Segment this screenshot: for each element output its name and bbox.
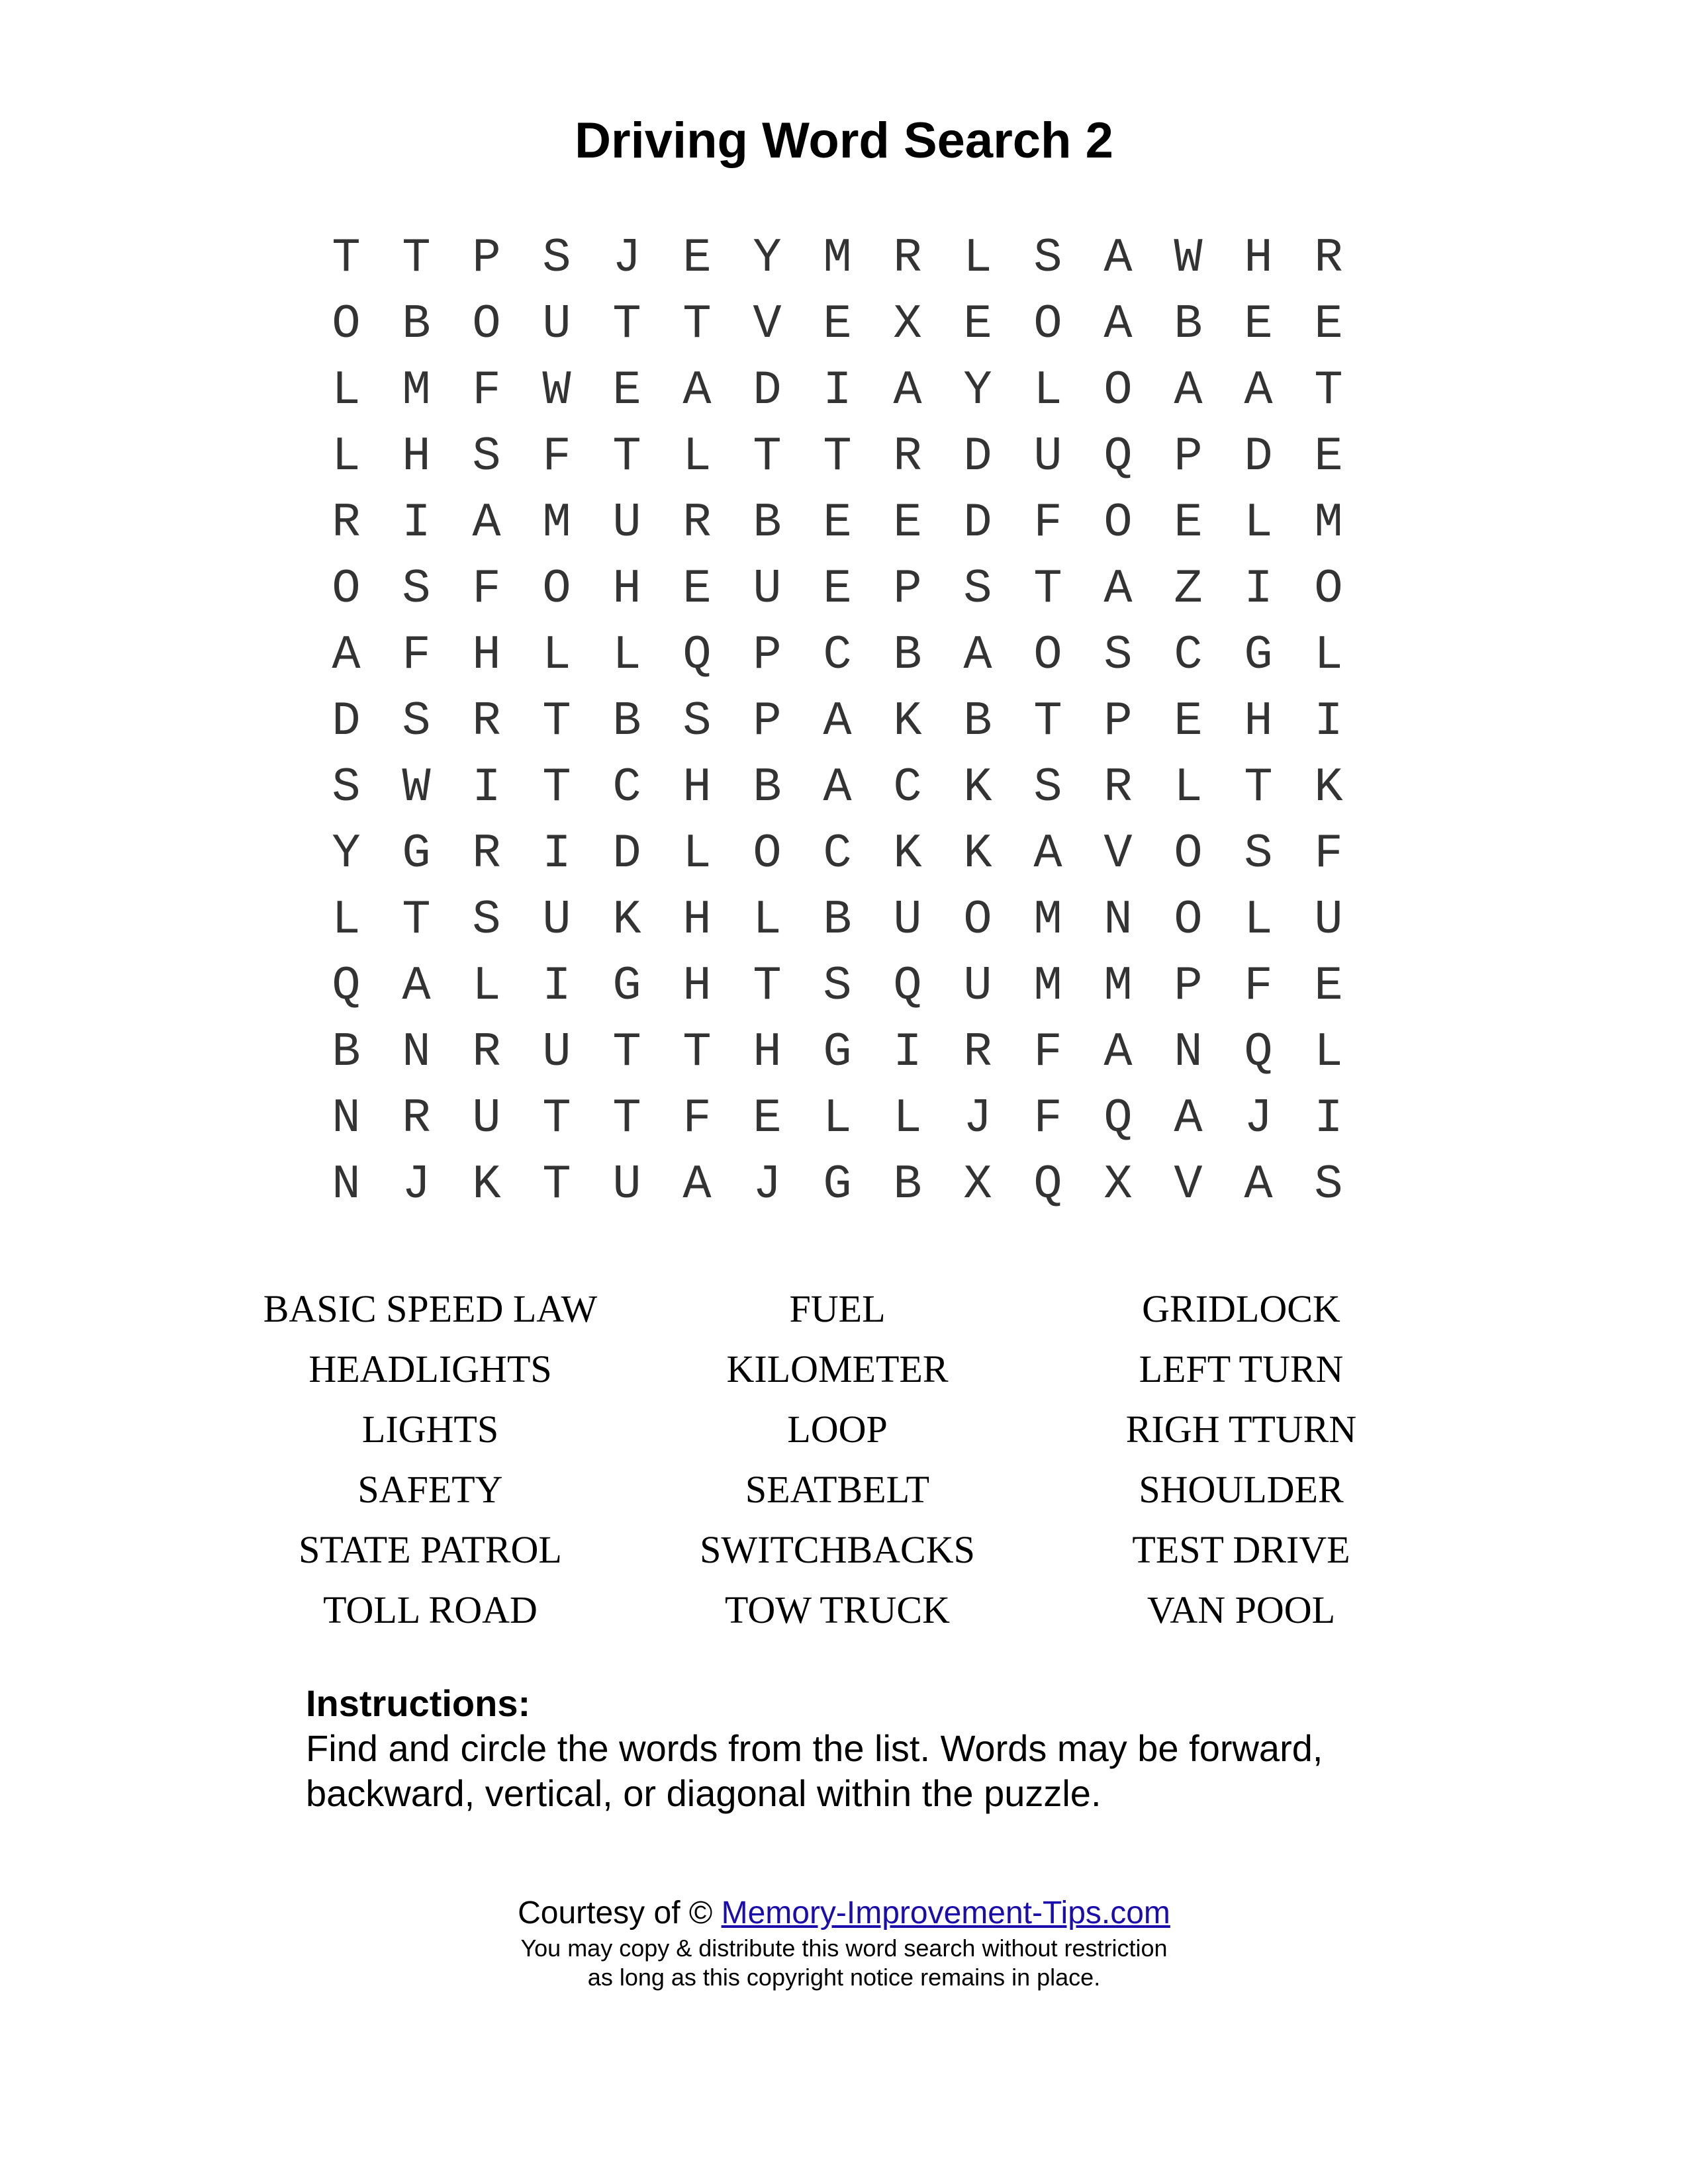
grid-letter: O [1314,562,1343,616]
grid-letter: T [612,1091,641,1146]
grid-letter: S [823,959,852,1013]
grid-letter: T [682,297,712,351]
grid-letter: L [612,628,641,682]
grid-letter: E [1244,297,1273,351]
grid-letter: C [1174,628,1203,682]
grid-letter: N [332,1091,361,1146]
grid-letter: K [963,760,992,815]
grid-letter: G [612,959,641,1013]
grid-letter: T [332,231,361,285]
grid-letter: F [1314,827,1343,881]
grid-letter: E [1314,297,1343,351]
grid-letter: S [1244,827,1273,881]
grid-letter: L [682,430,712,484]
grid-row [311,490,1364,556]
grid-letter: B [753,496,782,550]
grid-letter: A [472,496,501,550]
grid-letter: D [332,694,361,749]
grid-letter: L [472,959,501,1013]
grid-letter: J [963,1091,992,1146]
grid-letter: T [542,760,571,815]
grid-letter: T [753,430,782,484]
grid-letter: H [402,430,431,484]
word-list-item: HEADLIGHTS [308,1347,552,1390]
grid-letter: C [893,760,922,815]
grid-letter: H [753,1025,782,1079]
instructions-text: Find and circle the words from the list. Words may be forward, backward, vertical, or diagonal within the puzzle. [306,1727,1323,1814]
grid-letter: S [682,694,712,749]
grid-letter: H [1244,231,1273,285]
grid-letter: T [542,694,571,749]
grid-letter: V [1103,827,1133,881]
grid-letter: A [682,1158,712,1212]
word-list-item: SWITCHBACKS [700,1528,975,1571]
grid-letter: I [542,959,571,1013]
grid-letter: T [402,231,431,285]
grid-letter: U [542,297,571,351]
grid-row [311,1152,1364,1218]
word-list-item: SAFETY [357,1468,503,1511]
grid-letter: R [402,1091,431,1146]
word-list-item: GRIDLOCK [1142,1287,1340,1330]
grid-letter: A [1103,1025,1133,1079]
grid-letter: R [1314,231,1343,285]
grid-letter: C [823,628,852,682]
grid-letter: X [893,297,922,351]
grid-row [311,754,1364,821]
grid-letter: M [1033,959,1062,1013]
grid-letter: K [893,827,922,881]
grid-letter: B [402,297,431,351]
grid-row [311,291,1364,357]
grid-letter: A [893,363,922,418]
grid-letter: D [963,496,992,550]
grid-letter: Q [1244,1025,1273,1079]
grid-letter: L [1033,363,1062,418]
grid-letter: Q [1033,1158,1062,1212]
grid-letter: E [612,363,641,418]
grid-letter: B [1174,297,1203,351]
grid-letter: T [1033,694,1062,749]
grid-letter: E [1314,959,1343,1013]
grid-letter: A [1103,231,1133,285]
grid-letter: D [753,363,782,418]
grid-letter: I [893,1025,922,1079]
grid-letter: U [1314,893,1343,947]
grid-letter: M [1103,959,1133,1013]
grid-row [311,887,1364,953]
grid-letter: K [963,827,992,881]
grid-row [311,821,1364,887]
word-list-item: VAN POOL [1147,1588,1336,1631]
grid-letter: A [823,694,852,749]
grid-row [311,622,1364,688]
grid-letter: A [1103,297,1133,351]
grid-letter: A [1103,562,1133,616]
grid-letter: S [332,760,361,815]
grid-letter: Q [332,959,361,1013]
grid-letter: T [1314,363,1343,418]
grid-letter: W [1174,231,1203,285]
grid-letter: E [682,231,712,285]
grid-letter: F [1033,1025,1062,1079]
grid-letter: L [542,628,571,682]
grid-letter: O [1103,496,1133,550]
grid-letter: U [612,496,641,550]
grid-letter: R [1103,760,1133,815]
grid-letter: J [612,231,641,285]
grid-letter: R [472,1025,501,1079]
grid-letter: N [1103,893,1133,947]
grid-letter: I [402,496,431,550]
instructions-block [306,1681,1431,1816]
grid-letter: R [963,1025,992,1079]
grid-letter: F [542,430,571,484]
grid-letter: B [823,893,852,947]
grid-letter: I [472,760,501,815]
grid-letter: R [682,496,712,550]
grid-letter: Q [1103,430,1133,484]
grid-letter: T [612,1025,641,1079]
grid-letter: D [1244,430,1273,484]
grid-letter: A [963,628,992,682]
grid-row [311,357,1364,424]
grid-letter: O [332,562,361,616]
grid-letter: O [1033,628,1062,682]
grid-letter: S [402,562,431,616]
grid-letter: H [682,959,712,1013]
grid-letter: G [823,1025,852,1079]
grid-letter: J [1244,1091,1273,1146]
grid-letter: Q [893,959,922,1013]
grid-letter: L [1174,760,1203,815]
grid-letter: T [823,430,852,484]
grid-letter: U [753,562,782,616]
grid-letter: U [1033,430,1062,484]
copyright-line-2: as long as this copyright notice remains in place. [587,1964,1101,1991]
grid-letter: L [332,430,361,484]
grid-letter: M [402,363,431,418]
grid-letter: L [823,1091,852,1146]
grid-letter: E [753,1091,782,1146]
grid-letter: I [1314,1091,1343,1146]
grid-letter: A [823,760,852,815]
grid-letter: A [402,959,431,1013]
grid-letter: E [1314,430,1343,484]
grid-letter: A [1033,827,1062,881]
grid-letter: U [542,893,571,947]
grid-letter: O [542,562,571,616]
grid-letter: M [1314,496,1343,550]
grid-letter: K [1314,760,1343,815]
grid-letter: W [402,760,431,815]
grid-letter: N [1174,1025,1203,1079]
grid-letter: Q [682,628,712,682]
grid-letter: L [893,1091,922,1146]
grid-letter: S [402,694,431,749]
grid-letter: X [1103,1158,1133,1212]
grid-letter: V [753,297,782,351]
grid-letter: R [332,496,361,550]
grid-letter: L [332,363,361,418]
grid-letter: U [612,1158,641,1212]
grid-letter: M [823,231,852,285]
grid-row [311,688,1364,754]
grid-letter: G [823,1158,852,1212]
grid-letter: B [893,628,922,682]
grid-letter: L [1244,496,1273,550]
instructions-heading: Instructions: [306,1682,531,1724]
grid-letter: A [332,628,361,682]
grid-letter: F [472,363,501,418]
grid-row [311,225,1364,291]
grid-letter: E [893,496,922,550]
word-list-item: LEFT TURN [1139,1347,1344,1390]
grid-letter: P [1103,694,1133,749]
grid-letter: L [1314,628,1343,682]
grid-letter: T [682,1025,712,1079]
grid-letter: F [1033,496,1062,550]
grid-letter: E [823,496,852,550]
grid-letter: R [893,430,922,484]
grid-letter: N [402,1025,431,1079]
grid-letter: H [682,893,712,947]
grid-letter: E [1174,496,1203,550]
grid-letter: O [1174,893,1203,947]
grid-letter: G [1244,628,1273,682]
grid-letter: B [893,1158,922,1212]
grid-letter: O [1174,827,1203,881]
grid-letter: F [402,628,431,682]
grid-letter: C [612,760,641,815]
grid-letter: P [753,628,782,682]
grid-letter: L [332,893,361,947]
grid-letter: I [1244,562,1273,616]
grid-letter: I [1314,694,1343,749]
grid-letter: L [1244,893,1273,947]
word-list-item: RIGH TTURN [1125,1408,1357,1451]
grid-letter: P [893,562,922,616]
grid-row [311,1019,1364,1085]
grid-letter: B [332,1025,361,1079]
word-list-item: STATE PATROL [299,1528,562,1571]
grid-letter: L [963,231,992,285]
grid-letter: H [682,760,712,815]
word-list-item: TOLL ROAD [323,1588,538,1631]
word-list-item: SEATBELT [745,1468,930,1511]
grid-letter: A [1174,1091,1203,1146]
grid-letter: S [472,430,501,484]
grid-letter: E [682,562,712,616]
grid-letter: A [682,363,712,418]
grid-letter: H [1244,694,1273,749]
grid-letter: I [823,363,852,418]
courtesy-line [0,1893,1688,1934]
grid-letter: Y [753,231,782,285]
grid-letter: O [1033,297,1062,351]
grid-letter: R [893,231,922,285]
grid-letter: U [893,893,922,947]
grid-letter: Q [1103,1091,1133,1146]
courtesy-link[interactable]: Memory-Improvement-Tips.com [721,1895,1170,1931]
grid-letter: E [823,297,852,351]
grid-letter: O [753,827,782,881]
grid-letter: K [472,1158,501,1212]
grid-letter: R [472,827,501,881]
grid-letter: K [893,694,922,749]
grid-letter: O [963,893,992,947]
grid-letter: O [472,297,501,351]
word-list-item: KILOMETER [726,1347,949,1390]
grid-letter: G [402,827,431,881]
grid-row [311,1085,1364,1152]
grid-letter: P [1174,959,1203,1013]
grid-letter: S [472,893,501,947]
word-list-item: FUEL [789,1287,886,1330]
grid-letter: S [542,231,571,285]
grid-letter: I [542,827,571,881]
grid-letter: O [332,297,361,351]
page-title: Driving Word Search 2 [575,113,1113,169]
word-list-item: LIGHTS [361,1408,499,1451]
grid-letter: V [1174,1158,1203,1212]
grid-letter: E [963,297,992,351]
grid-letter: L [1314,1025,1343,1079]
grid-letter: C [823,827,852,881]
copyright-line-1: You may copy & distribute this word search without restriction [520,1934,1168,1962]
grid-letter: F [472,562,501,616]
grid-letter: B [963,694,992,749]
grid-letter: W [542,363,571,418]
grid-letter: T [402,893,431,947]
grid-letter: J [753,1158,782,1212]
grid-letter: B [753,760,782,815]
grid-row [311,953,1364,1019]
grid-letter: M [1033,893,1062,947]
grid-letter: T [542,1091,571,1146]
grid-letter: Z [1174,562,1203,616]
grid-letter: X [963,1158,992,1212]
grid-letter: T [753,959,782,1013]
grid-letter: O [1103,363,1133,418]
grid-letter: Y [963,363,992,418]
grid-letter: P [753,694,782,749]
grid-letter: E [1174,694,1203,749]
word-search-grid [311,225,1370,1218]
grid-letter: D [963,430,992,484]
grid-letter: T [1033,562,1062,616]
word-list-item: SHOULDER [1139,1468,1344,1511]
grid-letter: S [1033,231,1062,285]
grid-letter: P [1174,430,1203,484]
grid-letter: S [1314,1158,1343,1212]
grid-letter: S [1033,760,1062,815]
grid-letter: J [402,1158,431,1212]
grid-letter: B [612,694,641,749]
grid-row [311,424,1364,490]
grid-letter: D [612,827,641,881]
word-list-item: TEST DRIVE [1132,1528,1350,1571]
grid-letter: T [1244,760,1273,815]
grid-letter: U [472,1091,501,1146]
grid-letter: M [542,496,571,550]
grid-letter: S [1103,628,1133,682]
grid-letter: U [963,959,992,1013]
grid-letter: A [1244,1158,1273,1212]
grid-letter: H [472,628,501,682]
courtesy-notice [0,1893,1688,1992]
word-list-item: BASIC SPEED LAW [263,1287,598,1330]
grid-letter: Y [332,827,361,881]
word-list-item: TOW TRUCK [725,1588,950,1631]
grid-letter: H [612,562,641,616]
grid-letter: T [612,297,641,351]
grid-letter: U [542,1025,571,1079]
grid-letter: P [472,231,501,285]
word-list [0,1283,1688,1653]
grid-letter: L [753,893,782,947]
grid-letter: S [963,562,992,616]
grid-letter: R [472,694,501,749]
grid-letter: N [332,1158,361,1212]
grid-letter: T [542,1158,571,1212]
grid-letter: A [1174,363,1203,418]
grid-letter: A [1244,363,1273,418]
grid-letter: F [682,1091,712,1146]
grid-row [311,556,1364,622]
word-list-item: LOOP [787,1408,888,1451]
grid-letter: F [1244,959,1273,1013]
grid-letter: E [823,562,852,616]
grid-letter: K [612,893,641,947]
courtesy-prefix: Courtesy of © [518,1895,713,1931]
grid-letter: T [612,430,641,484]
grid-letter: F [1033,1091,1062,1146]
grid-letter: L [682,827,712,881]
